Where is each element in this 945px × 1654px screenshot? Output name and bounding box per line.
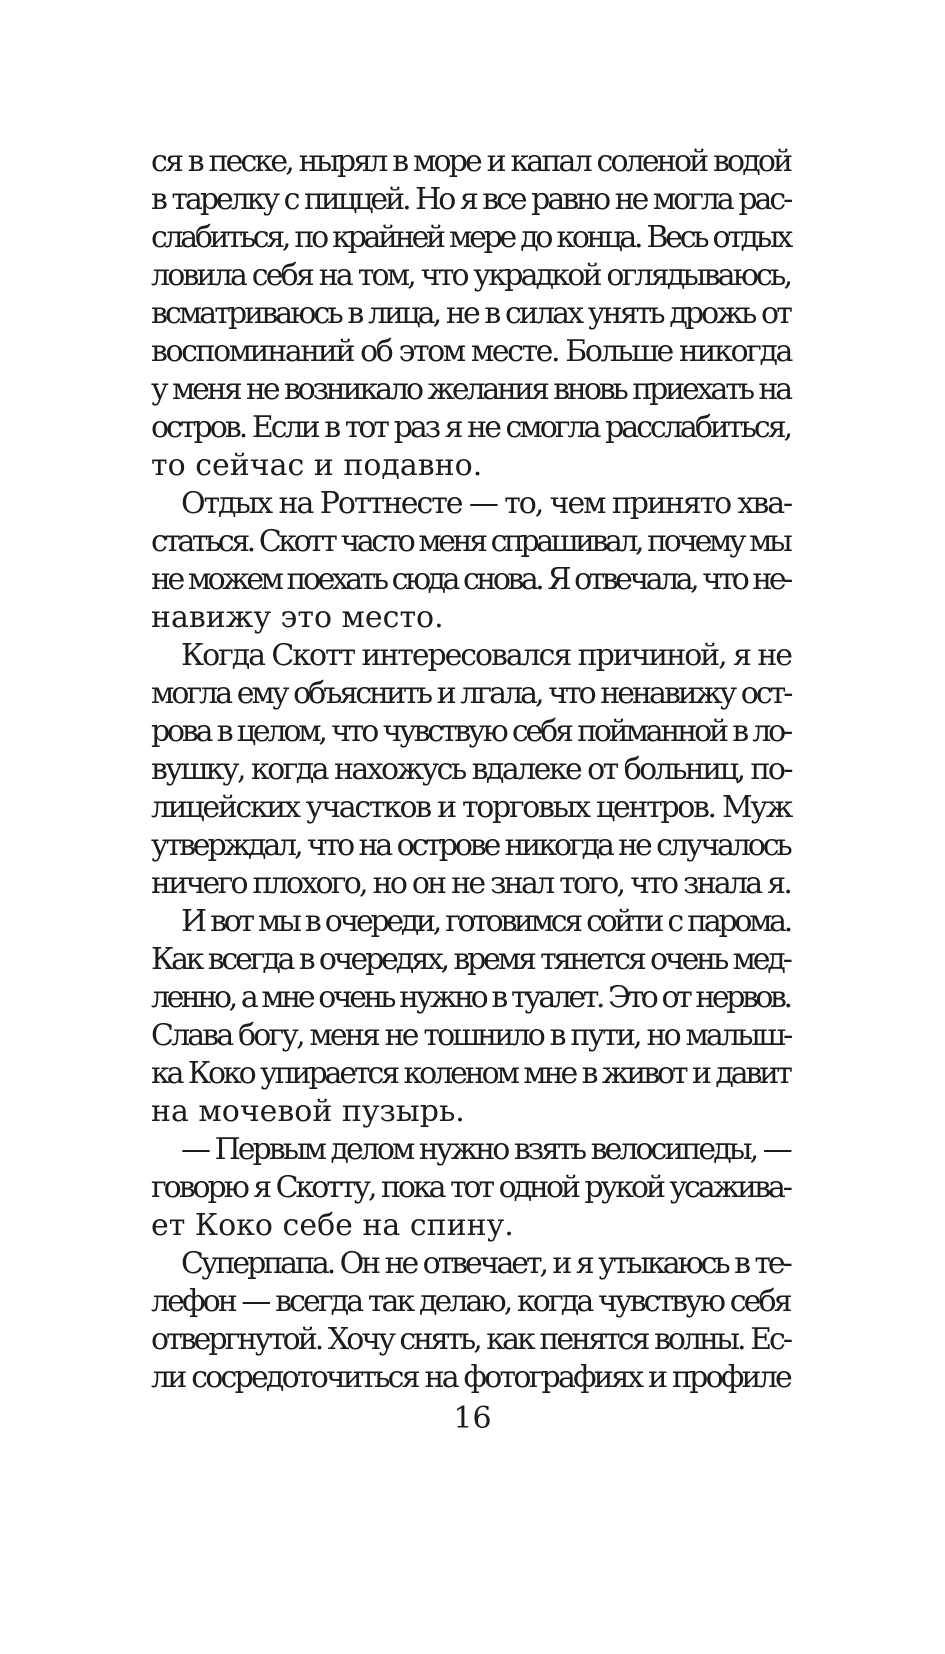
text-line: остров. Если в тот раз я не смогла расслабиться, bbox=[151, 410, 791, 445]
text-line: отвергнутой. Хочу снять, как пенятся волны. Ес- bbox=[151, 1322, 791, 1357]
dialogue-line: — Первым делом нужно взять велосипеды, — bbox=[181, 1132, 790, 1167]
text-line: Слава богу, меня не тошнило в пути, но малыш- bbox=[151, 1018, 791, 1053]
text-line: могла ему объяснить и лгала, что ненавижу ост- bbox=[151, 676, 791, 711]
paragraph-start-line: Когда Скотт интересовался причиной, я не bbox=[181, 638, 791, 673]
text-line: ет Коко себе на спину. bbox=[151, 1208, 514, 1243]
text-line: говорю я Скотту, пока тот одной рукой усажива- bbox=[151, 1170, 790, 1205]
text-line: то сейчас и подавно. bbox=[151, 448, 483, 483]
text-line: воспоминаний об этом месте. Больше никогда bbox=[151, 334, 791, 369]
paragraph-start-line: Отдых на Роттнесте — то, чем принято хва- bbox=[181, 486, 792, 521]
text-line: ка Коко упирается коленом мне в живот и давит bbox=[151, 1056, 790, 1091]
text-line: рова в целом, что чувствую себя пойманной в ло- bbox=[151, 714, 791, 749]
text-line: ли сосредоточиться на фотографиях и профиле bbox=[151, 1360, 791, 1395]
text-line: ся в песке, нырял в море и капал соленой водой bbox=[151, 144, 791, 179]
text-line: ловила себя на том, что украдкой оглядываюсь, bbox=[151, 258, 791, 293]
text-line: всматриваюсь в лица, не в силах унять дрожь от bbox=[151, 296, 790, 331]
text-line: утверждал, что на острове никогда не случалось bbox=[151, 828, 790, 863]
text-line: лицейских участков и торговых центров. Муж bbox=[151, 790, 792, 825]
page-number: 16 bbox=[453, 1401, 492, 1436]
text-line: в тарелку с пиццей. Но я все равно не могла рас- bbox=[151, 182, 791, 217]
text-line: не можем поехать сюда снова. Я отвечала, что не- bbox=[151, 562, 790, 597]
paragraph-start-line: И вот мы в очереди, готовимся сойти с парома. bbox=[181, 904, 790, 939]
text-line: ничего плохого, но он не знал того, что знала я. bbox=[151, 866, 791, 901]
paragraph-start-line: Суперпапа. Он не отвечает, и я утыкаюсь в те- bbox=[181, 1246, 790, 1281]
text-line: у меня не возникало желания вновь приехать на bbox=[151, 372, 791, 407]
text-line: лефон — всегда так делаю, когда чувствую себя bbox=[151, 1284, 790, 1319]
text-line: Как всегда в очередях, время тянется очень мед- bbox=[151, 942, 790, 977]
text-line: слабиться, по крайней мере до конца. Весь отдых bbox=[151, 220, 791, 255]
text-line: вушку, когда нахожусь вдалеке от больниц, по- bbox=[151, 752, 791, 787]
text-line: статься. Скотт часто меня спрашивал, почему мы bbox=[151, 524, 790, 559]
text-line: навижу это место. bbox=[151, 600, 444, 635]
text-line: на мочевой пузырь. bbox=[151, 1094, 465, 1129]
text-line: ленно, а мне очень нужно в туалет. Это от нервов. bbox=[151, 980, 790, 1015]
